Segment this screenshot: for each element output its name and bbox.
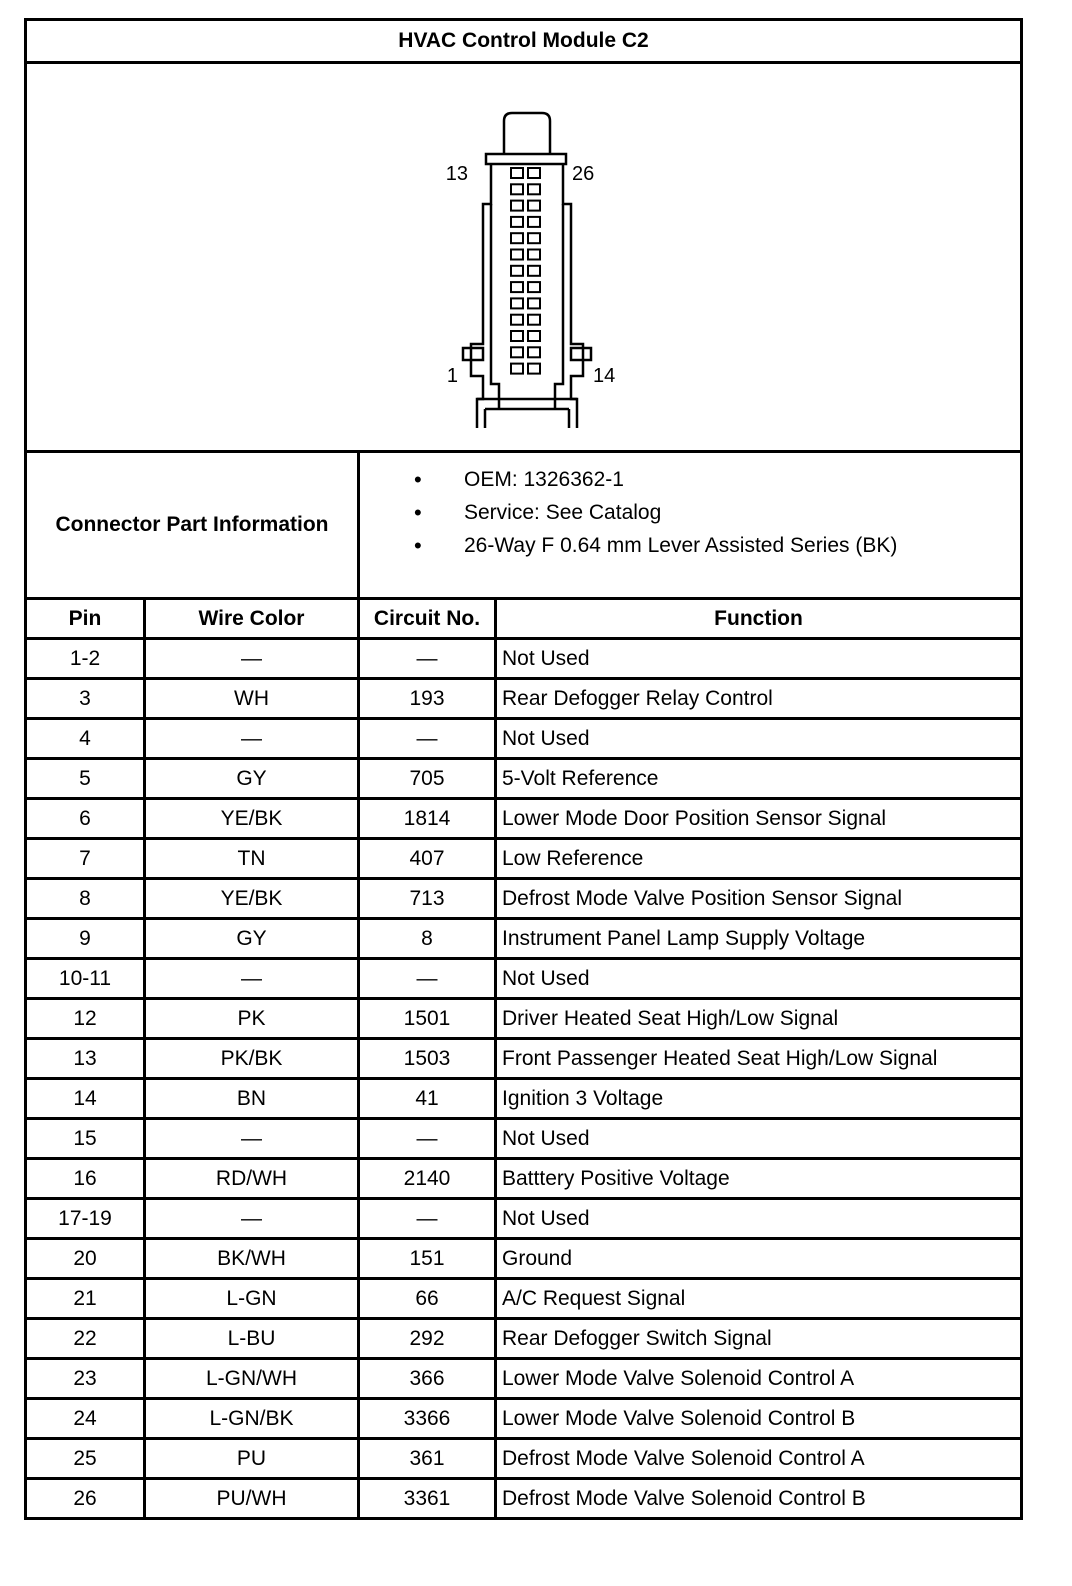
- function-cell: A/C Request Signal: [496, 1279, 1022, 1319]
- pin-cell: 12: [26, 999, 145, 1039]
- circuit-cell: 1501: [359, 999, 496, 1039]
- pin-cavity: [511, 250, 523, 260]
- circuit-cell: 1814: [359, 799, 496, 839]
- connector-collar: [486, 154, 566, 164]
- table-row: [26, 1319, 1022, 1359]
- wire-color-cell: —: [145, 1199, 359, 1239]
- pin-cavity: [528, 233, 540, 243]
- table-row: [26, 879, 1022, 919]
- table-row: [26, 679, 1022, 719]
- circuit-cell: 66: [359, 1279, 496, 1319]
- circuit-cell: 8: [359, 919, 496, 959]
- table-row: [26, 999, 1022, 1039]
- function-cell: Defrost Mode Valve Solenoid Control B: [496, 1479, 1022, 1519]
- circuit-cell: 1503: [359, 1039, 496, 1079]
- pin-cell: 14: [26, 1079, 145, 1119]
- wire-color-cell: YE/BK: [145, 799, 359, 839]
- circuit-cell: 41: [359, 1079, 496, 1119]
- function-cell: Driver Heated Seat High/Low Signal: [496, 999, 1022, 1039]
- connector-body-right: [563, 164, 583, 428]
- pin-cavity: [528, 331, 540, 341]
- table-row: [26, 919, 1022, 959]
- pin-cell: 23: [26, 1359, 145, 1399]
- pin-cell: 1-2: [26, 639, 145, 679]
- pin-cavity: [511, 217, 523, 227]
- pin-cavity: [528, 347, 540, 357]
- table-row: [26, 759, 1022, 799]
- circuit-cell: 3361: [359, 1479, 496, 1519]
- pin-cavity: [528, 315, 540, 325]
- pin-cell: 13: [26, 1039, 145, 1079]
- circuit-cell: 705: [359, 759, 496, 799]
- circuit-cell: 151: [359, 1239, 496, 1279]
- part-info-list: [359, 452, 1022, 599]
- table-row: [26, 639, 1022, 679]
- function-cell: Not Used: [496, 1119, 1022, 1159]
- pin-cell: 15: [26, 1119, 145, 1159]
- wire-color-cell: PU/WH: [145, 1479, 359, 1519]
- function-cell: Not Used: [496, 719, 1022, 759]
- connector-face-icon: [27, 64, 1017, 447]
- wire-color-cell: L-GN/BK: [145, 1399, 359, 1439]
- pin-label-1: 1: [446, 365, 458, 387]
- table-row: [26, 1079, 1022, 1119]
- part-info-item: • Service: See Catalog: [360, 496, 1020, 529]
- pin-cavity: [511, 168, 523, 178]
- pin-cell: 22: [26, 1319, 145, 1359]
- pin-cell: 7: [26, 839, 145, 879]
- column-header-function: Function: [496, 599, 1022, 639]
- function-cell: 5-Volt Reference: [496, 759, 1022, 799]
- page-title: HVAC Control Module C2: [26, 20, 1022, 63]
- pin-cavity: [528, 364, 540, 374]
- pin-cell: 26: [26, 1479, 145, 1519]
- connector-latch: [504, 113, 550, 154]
- circuit-cell: 292: [359, 1319, 496, 1359]
- table-row: [26, 1399, 1022, 1439]
- pin-label-13: 13: [445, 163, 468, 185]
- pin-cavity: [511, 331, 523, 341]
- pin-cell: 10-11: [26, 959, 145, 999]
- pin-cell: 5: [26, 759, 145, 799]
- function-cell: Not Used: [496, 639, 1022, 679]
- circuit-cell: —: [359, 1199, 496, 1239]
- pin-cavity: [511, 347, 523, 357]
- function-cell: Instrument Panel Lamp Supply Voltage: [496, 919, 1022, 959]
- connector-table: [24, 18, 1023, 1520]
- pin-cavity: [528, 201, 540, 211]
- circuit-cell: —: [359, 1119, 496, 1159]
- circuit-cell: —: [359, 639, 496, 679]
- pin-cavity: [528, 217, 540, 227]
- pin-cavity: [511, 184, 523, 194]
- table-row: [26, 719, 1022, 759]
- function-cell: Rear Defogger Switch Signal: [496, 1319, 1022, 1359]
- wire-color-cell: YE/BK: [145, 879, 359, 919]
- table-row: [26, 1239, 1022, 1279]
- pin-cell: 6: [26, 799, 145, 839]
- function-cell: Lower Mode Valve Solenoid Control B: [496, 1399, 1022, 1439]
- wire-color-cell: TN: [145, 839, 359, 879]
- connector-sheet: [24, 18, 1020, 1520]
- function-cell: Front Passenger Heated Seat High/Low Signal: [496, 1039, 1022, 1079]
- pin-cell: 24: [26, 1399, 145, 1439]
- pin-label-14: 14: [593, 365, 616, 387]
- function-cell: Not Used: [496, 1199, 1022, 1239]
- wire-color-cell: GY: [145, 759, 359, 799]
- circuit-cell: 366: [359, 1359, 496, 1399]
- function-cell: Not Used: [496, 959, 1022, 999]
- wire-color-cell: —: [145, 719, 359, 759]
- wire-color-cell: BK/WH: [145, 1239, 359, 1279]
- function-cell: Ignition 3 Voltage: [496, 1079, 1022, 1119]
- pin-cell: 16: [26, 1159, 145, 1199]
- table-row: [26, 1159, 1022, 1199]
- connector-body-left: [471, 164, 491, 428]
- column-header-wire-color: Wire Color: [145, 599, 359, 639]
- pin-cavity: [511, 282, 523, 292]
- circuit-cell: 193: [359, 679, 496, 719]
- table-row: [26, 1039, 1022, 1079]
- column-header-circuit: Circuit No.: [359, 599, 496, 639]
- circuit-cell: 407: [359, 839, 496, 879]
- wire-color-cell: PK: [145, 999, 359, 1039]
- pin-cavity: [511, 266, 523, 276]
- table-row: [26, 1479, 1022, 1519]
- pin-label-26: 26: [572, 163, 595, 185]
- pin-cell: 21: [26, 1279, 145, 1319]
- function-cell: Rear Defogger Relay Control: [496, 679, 1022, 719]
- circuit-cell: —: [359, 959, 496, 999]
- pin-cavity: [528, 266, 540, 276]
- table-row: [26, 1439, 1022, 1479]
- pin-cell: 25: [26, 1439, 145, 1479]
- function-cell: Batttery Positive Voltage: [496, 1159, 1022, 1199]
- pin-cavity: [528, 298, 540, 308]
- function-cell: Lower Mode Valve Solenoid Control A: [496, 1359, 1022, 1399]
- wire-color-cell: PU: [145, 1439, 359, 1479]
- circuit-cell: —: [359, 719, 496, 759]
- part-info-label: Connector Part Information: [26, 452, 359, 599]
- wire-color-cell: —: [145, 639, 359, 679]
- part-info-item: • OEM: 1326362-1: [360, 463, 1020, 496]
- pin-cell: 20: [26, 1239, 145, 1279]
- table-row: [26, 1119, 1022, 1159]
- table-row: [26, 799, 1022, 839]
- pin-cavity: [528, 282, 540, 292]
- wire-color-cell: L-GN: [145, 1279, 359, 1319]
- pin-cell: 3: [26, 679, 145, 719]
- wire-color-cell: L-GN/WH: [145, 1359, 359, 1399]
- function-cell: Lower Mode Door Position Sensor Signal: [496, 799, 1022, 839]
- circuit-cell: 361: [359, 1439, 496, 1479]
- wire-color-cell: —: [145, 1119, 359, 1159]
- table-row: [26, 959, 1022, 999]
- table-row: [26, 1199, 1022, 1239]
- pin-cavity: [528, 184, 540, 194]
- function-cell: Ground: [496, 1239, 1022, 1279]
- circuit-cell: 2140: [359, 1159, 496, 1199]
- function-cell: Defrost Mode Valve Solenoid Control A: [496, 1439, 1022, 1479]
- pin-cell: 17-19: [26, 1199, 145, 1239]
- pin-cavity: [511, 201, 523, 211]
- pin-cell: 9: [26, 919, 145, 959]
- pin-cavity: [511, 315, 523, 325]
- circuit-cell: 3366: [359, 1399, 496, 1439]
- pin-cavity: [528, 250, 540, 260]
- wire-color-cell: PK/BK: [145, 1039, 359, 1079]
- pin-cavity: [511, 364, 523, 374]
- pin-cavity: [511, 298, 523, 308]
- table-row: [26, 839, 1022, 879]
- pin-cell: 4: [26, 719, 145, 759]
- wire-color-cell: WH: [145, 679, 359, 719]
- part-info-item: • 26-Way F 0.64 mm Lever Assisted Series (BK): [360, 529, 1020, 562]
- wire-color-cell: L-BU: [145, 1319, 359, 1359]
- wire-color-cell: —: [145, 959, 359, 999]
- column-header-pin: Pin: [26, 599, 145, 639]
- pin-cavity: [511, 233, 523, 243]
- wire-color-cell: BN: [145, 1079, 359, 1119]
- wire-color-cell: RD/WH: [145, 1159, 359, 1199]
- function-cell: Low Reference: [496, 839, 1022, 879]
- pin-cell: 8: [26, 879, 145, 919]
- wire-color-cell: GY: [145, 919, 359, 959]
- function-cell: Defrost Mode Valve Position Sensor Signal: [496, 879, 1022, 919]
- table-row: [26, 1359, 1022, 1399]
- table-row: [26, 1279, 1022, 1319]
- connector-diagram: [26, 63, 1022, 452]
- pin-cavity: [528, 168, 540, 178]
- circuit-cell: 713: [359, 879, 496, 919]
